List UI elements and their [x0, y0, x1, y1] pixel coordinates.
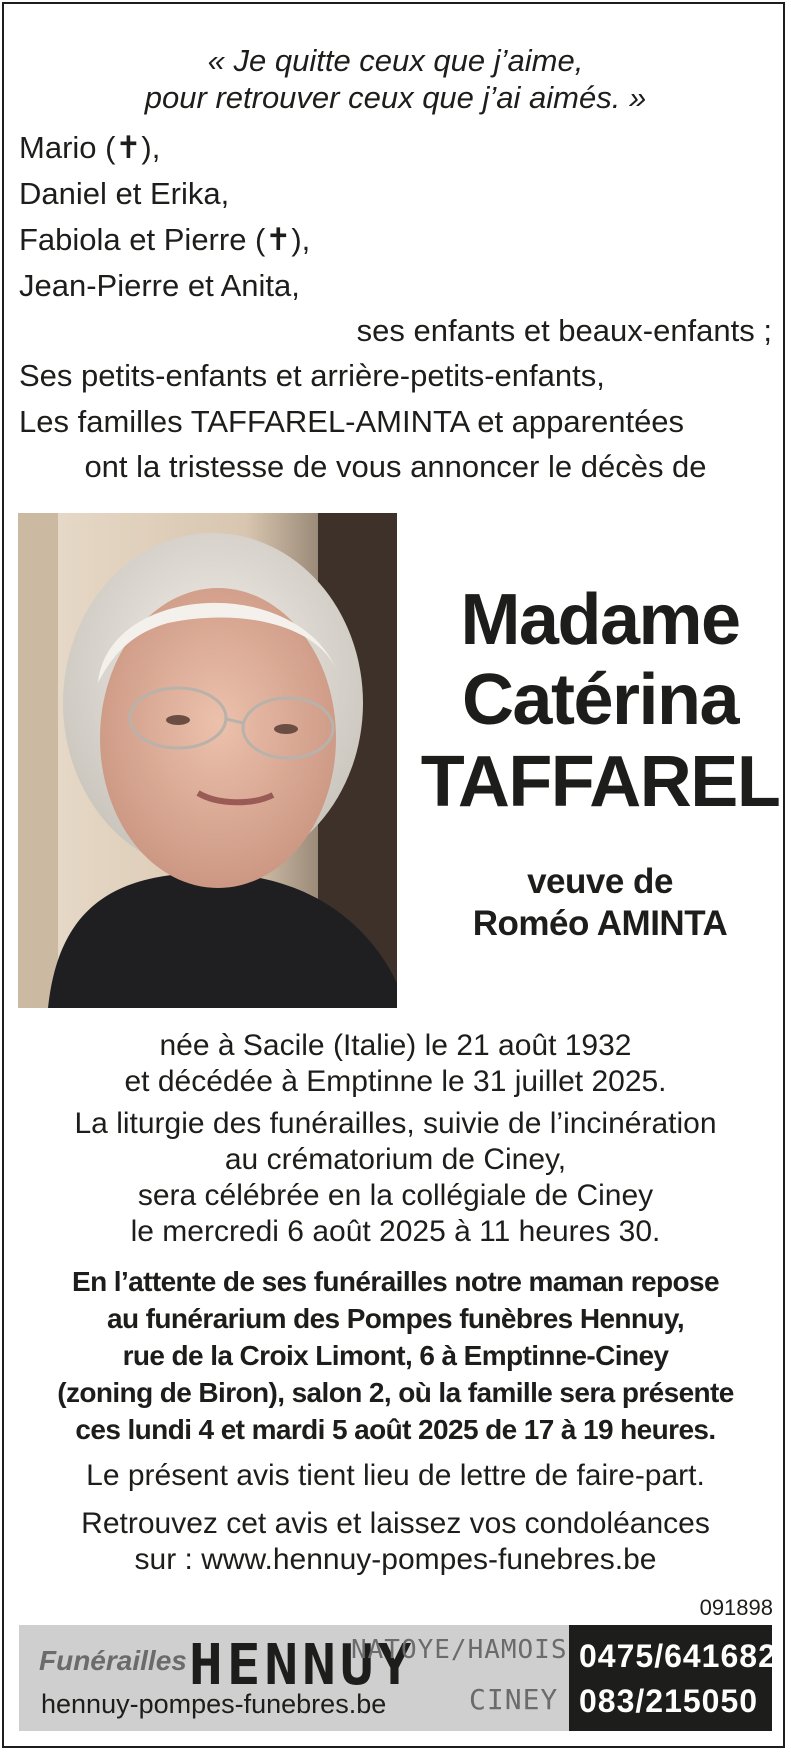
- spouse-name: Roméo AMINTA: [472, 904, 728, 943]
- epitaph-quote: [0, 42, 791, 116]
- widow-label: veuve de: [527, 862, 673, 901]
- liturgy-line: le mercredi 6 août 2025 à 11 heures 30.: [130, 1215, 661, 1248]
- liturgy-line: La liturgie des funérailles, suivie de l’incinération: [74, 1107, 717, 1140]
- quote-line: « Je quitte ceux que j’aime,: [207, 43, 584, 78]
- families-line: Les familles TAFFAREL-AMINTA et apparentées: [19, 404, 685, 439]
- portrait-photo: [18, 513, 397, 1008]
- family-line: Jean-Pierre et Anita,: [19, 268, 300, 303]
- deceased-title: Madame: [460, 580, 740, 660]
- liturgy-line: sera célébrée en la collégiale de Ciney: [137, 1179, 654, 1212]
- liturgy-line: au crématorium de Ciney,: [224, 1143, 567, 1176]
- visitation-line: ces lundi 4 et mardi 5 août 2025 de 17 à 19 heures.: [75, 1414, 716, 1445]
- brand-logo: HENNUY: [189, 1633, 416, 1698]
- visitation-line: (zoning de Biron), salon 2, où la famille sera présente: [57, 1377, 734, 1408]
- reference-number: 091898: [699, 1595, 773, 1620]
- family-line: Mario (✝),: [19, 130, 161, 165]
- towns-label: NATOYE/HAMOIS: [351, 1635, 568, 1665]
- visitation-line: En l’attente de ses funérailles notre maman repose: [72, 1266, 719, 1297]
- condolences-line: Retrouvez cet avis et laissez vos condoléances: [81, 1507, 710, 1540]
- condolences-link[interactable]: sur : www.hennuy-pompes-funebres.be: [134, 1543, 657, 1576]
- visitation-line: au funérarium des Pompes funèbres Hennuy,: [106, 1303, 685, 1334]
- phone-panel: [569, 1625, 777, 1731]
- phone-landline[interactable]: 083/215050: [579, 1683, 759, 1719]
- funeral-home-banner: [19, 1625, 777, 1731]
- visitation-line: rue de la Croix Limont, 6 à Emptinne-Ciney: [122, 1340, 669, 1371]
- deceased-first-name: Catérina: [461, 660, 739, 740]
- grandchildren-line: Ses petits-enfants et arrière-petits-enfants,: [19, 358, 605, 393]
- birth-line: née à Sacile (Italie) le 21 août 1932: [159, 1029, 632, 1062]
- family-line: Daniel et Erika,: [19, 176, 230, 211]
- town-label: CINEY: [469, 1683, 559, 1716]
- website-link[interactable]: hennuy-pompes-funebres.be: [41, 1689, 387, 1719]
- announcement-line: ont la tristesse de vous annoncer le décès de: [84, 449, 707, 484]
- death-line: et décédée à Emptinne le 31 juillet 2025.: [124, 1065, 667, 1098]
- funerailles-label: Funérailles: [39, 1645, 187, 1676]
- phone-mobile[interactable]: 0475/641682: [579, 1638, 777, 1674]
- deceased-last-name: TAFFAREL: [420, 742, 780, 822]
- quote-line: pour retrouver ceux que j’ai aimés. »: [144, 80, 647, 115]
- children-label: ses enfants et beaux-enfants ;: [356, 313, 772, 348]
- family-line: Fabiola et Pierre (✝),: [19, 222, 311, 257]
- notice-line: Le présent avis tient lieu de lettre de faire-part.: [86, 1459, 705, 1492]
